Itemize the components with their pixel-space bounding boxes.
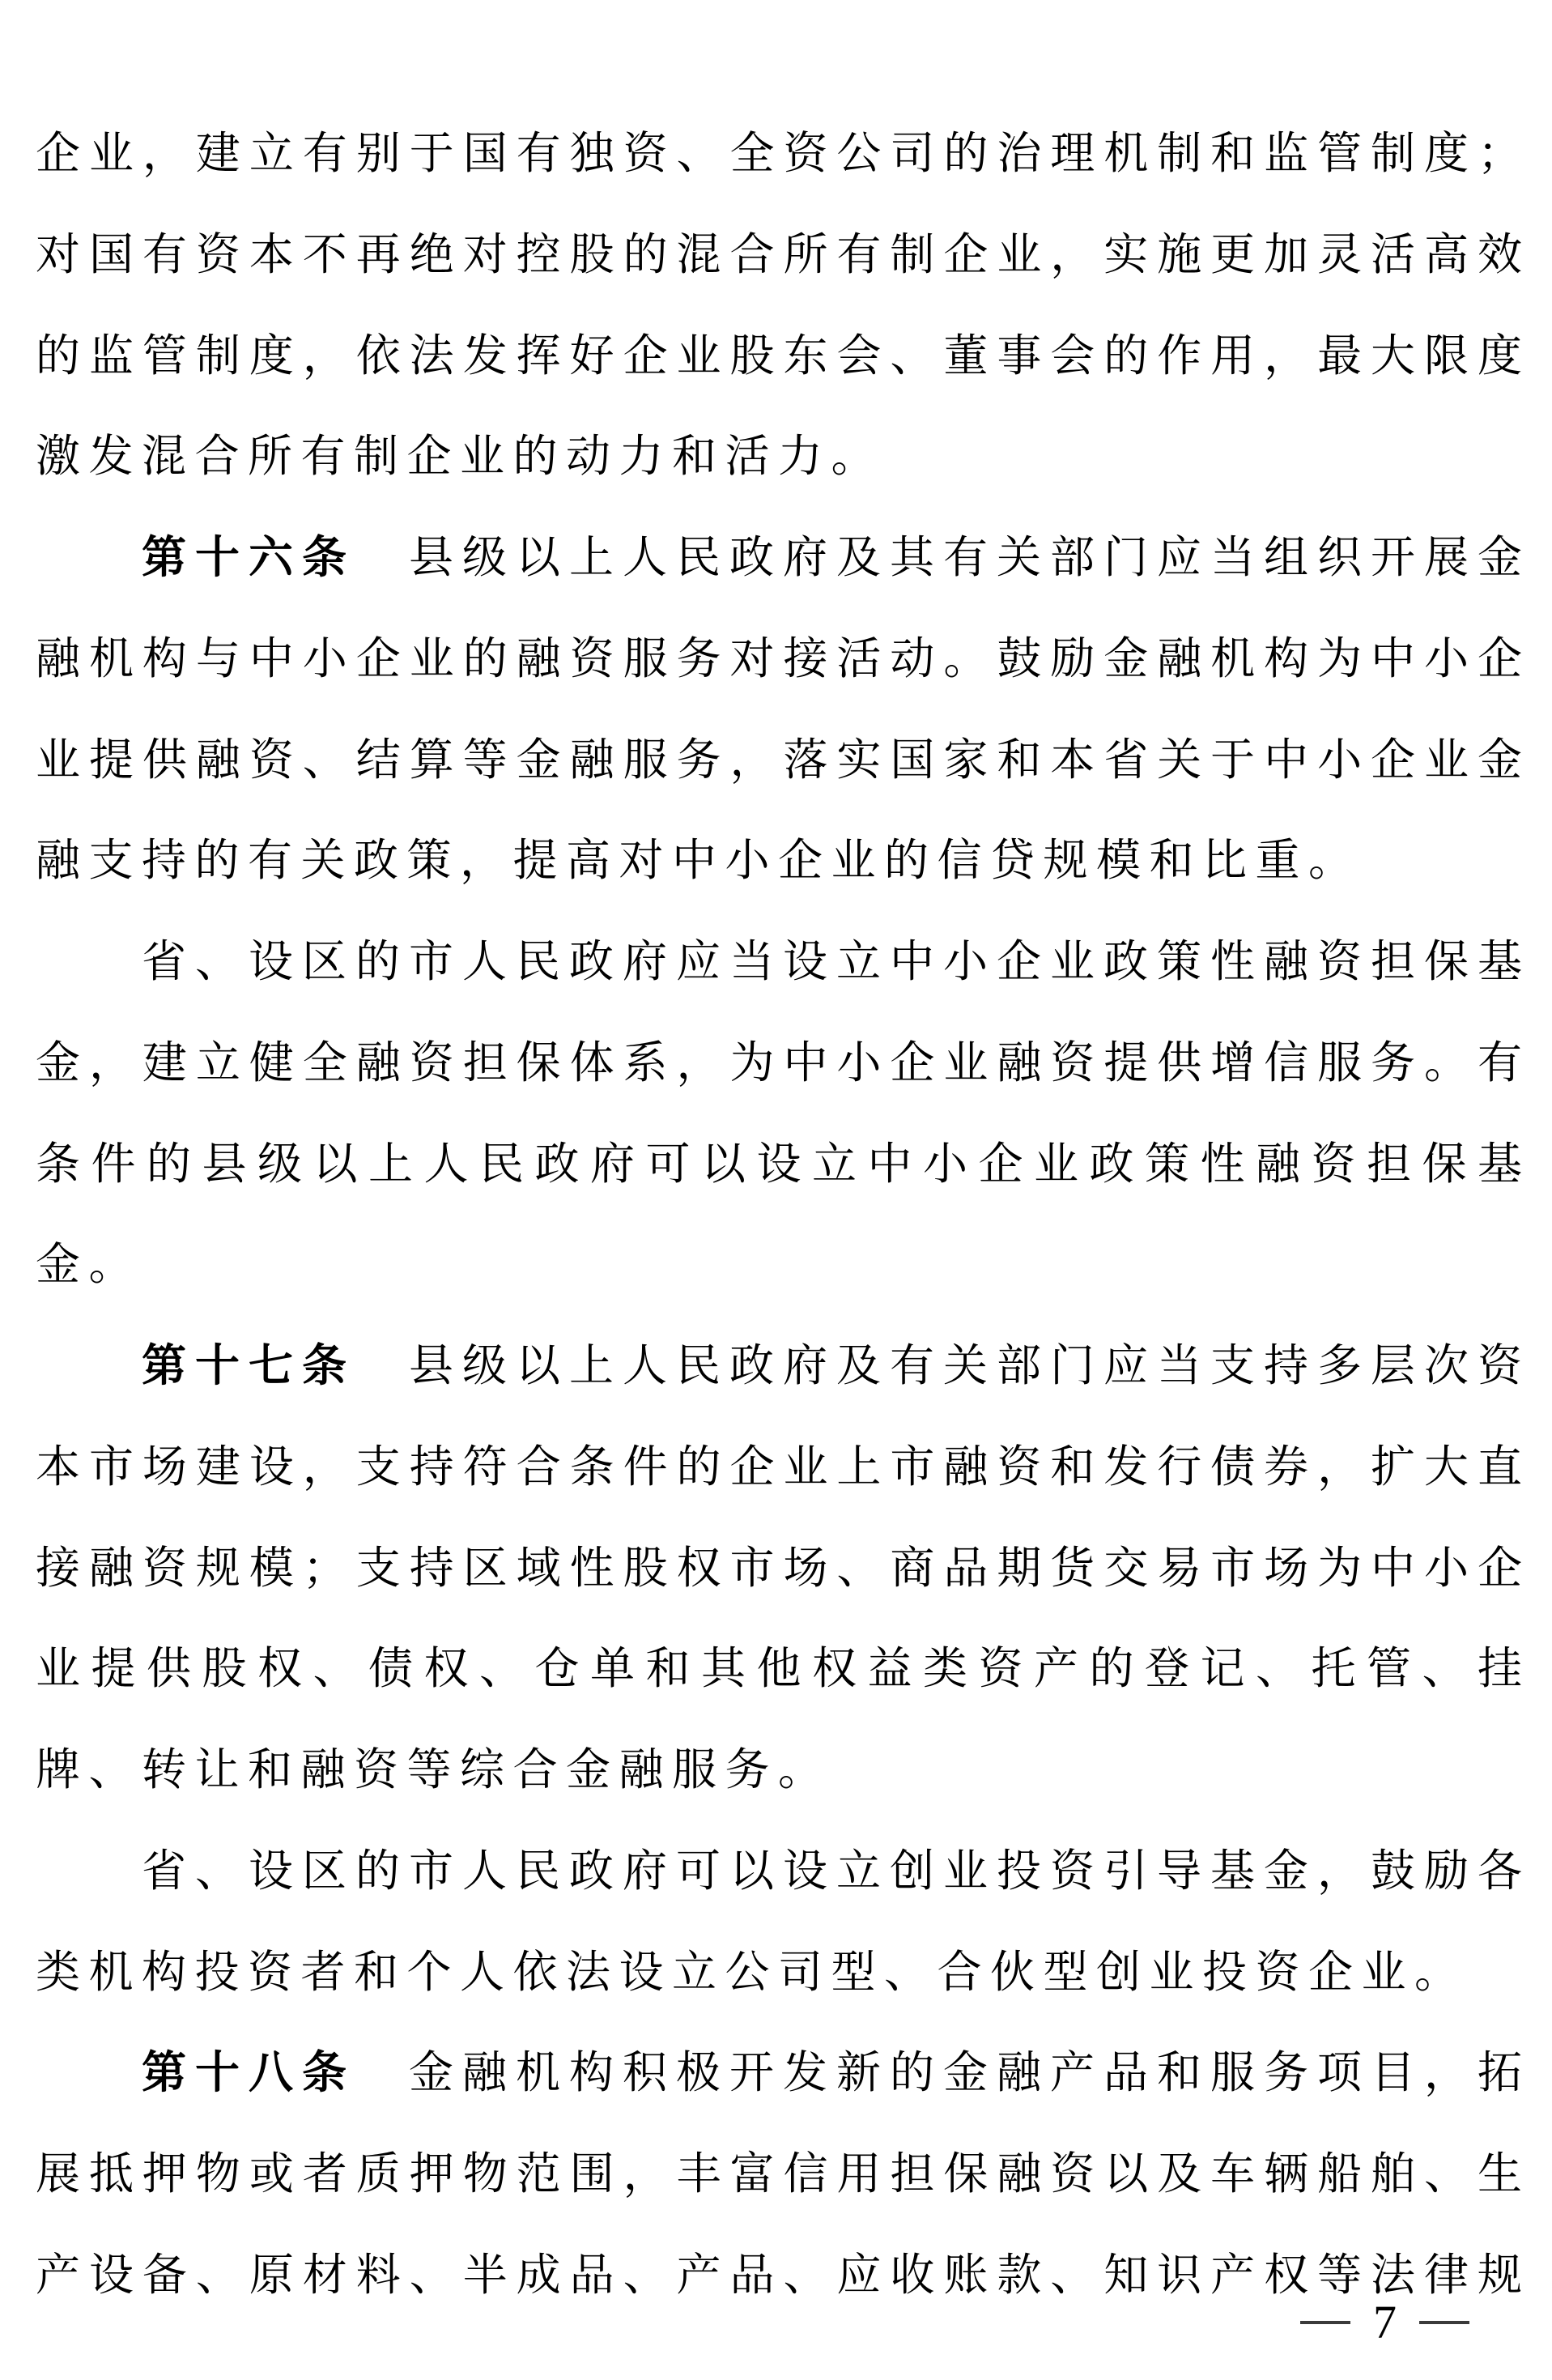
line-text: 金融机构积极开发新的金融产品和服务项目，拓 xyxy=(355,2048,1522,2097)
text-line: 展抵押物或者质押物范围，丰富信用担保融资以及车辆船舶、生 xyxy=(36,2149,1522,2199)
text-line: 企业，建立有别于国有独资、全资公司的治理机制和监管制度； xyxy=(36,129,1522,178)
text-line: 金。 xyxy=(36,1240,142,1289)
text-line xyxy=(36,532,1522,585)
text-line: 的监管制度，依法发挥好企业股东会、董事会的作用，最大限度 xyxy=(36,331,1522,381)
text-line: 激发混合所有制企业的动力和活力。 xyxy=(36,432,885,481)
text-line xyxy=(36,2047,1522,2101)
text-line: 本市场建设，支持符合条件的企业上市融资和发行债券，扩大直 xyxy=(36,1442,1522,1492)
text-line: 业提供融资、结算等金融服务，落实国家和本省关于中小企业金 xyxy=(36,735,1522,785)
line-text: 县级以上人民政府及其有关部门应当组织开展金 xyxy=(355,533,1522,582)
text-line: 产设备、原材料、半成品、产品、应收账款、知识产权等法律规 xyxy=(36,2250,1522,2300)
text-line: 融支持的有关政策，提高对中小企业的信贷规模和比重。 xyxy=(36,836,1362,885)
text-line: 对国有资本不再绝对控股的混合所有制企业，实施更加灵活高效 xyxy=(36,230,1522,279)
text-line xyxy=(36,1340,1522,1394)
text-line: 牌、转让和融资等综合金融服务。 xyxy=(36,1745,831,1795)
text-line: 业提供股权、债权、仓单和其他权益类资产的登记、托管、挂 xyxy=(36,1644,1522,1693)
line-text: 县级以上人民政府及有关部门应当支持多层次资 xyxy=(355,1341,1522,1390)
text-line: 省、设区的市人民政府应当设立中小企业政策性融资担保基 xyxy=(142,937,1522,986)
text-line: 类机构投资者和个人依法设立公司型、合伙型创业投资企业。 xyxy=(36,1948,1468,1997)
text-line: 融机构与中小企业的融资服务对接活动。鼓励金融机构为中小企 xyxy=(36,634,1522,683)
footer-dash-right-icon xyxy=(1419,2321,1469,2324)
text-line: 金，建立健全融资担保体系，为中小企业融资提供增信服务。有 xyxy=(36,1038,1522,1088)
text-line: 省、设区的市人民政府可以设立创业投资引导基金，鼓励各 xyxy=(142,1846,1522,1896)
footer-dash-left-icon xyxy=(1300,2321,1350,2324)
article-number-heading: 第十八条 xyxy=(142,2048,355,2097)
article-number-heading: 第十六条 xyxy=(142,533,355,582)
page-number: 7 xyxy=(1373,2296,1397,2348)
text-line: 条件的县级以上人民政府可以设立中小企业政策性融资担保基 xyxy=(36,1139,1522,1189)
article-number-heading: 第十七条 xyxy=(142,1341,355,1390)
text-line: 接融资规模；支持区域性股权市场、商品期货交易市场为中小企 xyxy=(36,1543,1522,1593)
page-footer xyxy=(1300,2297,1469,2348)
